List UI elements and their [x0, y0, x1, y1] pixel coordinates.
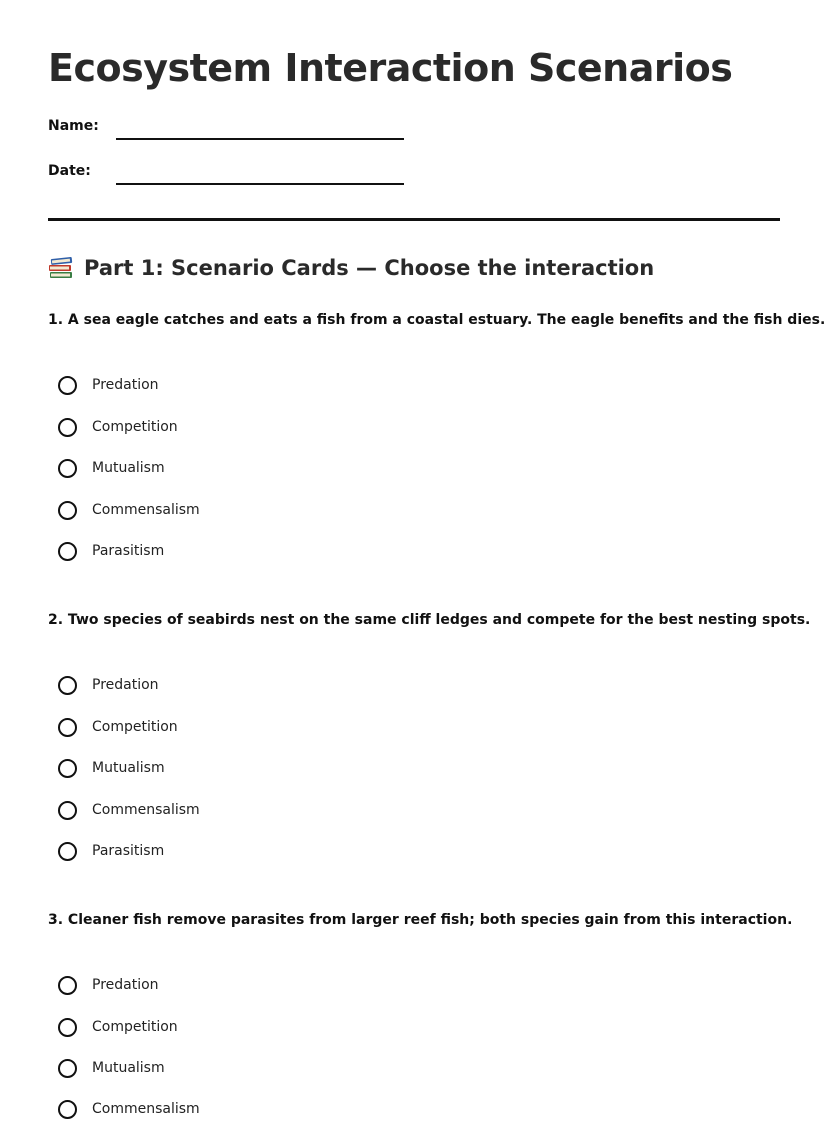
radio-button[interactable]	[58, 976, 77, 995]
radio-button[interactable]	[58, 1059, 77, 1078]
radio-button[interactable]	[58, 542, 77, 561]
radio-button[interactable]	[58, 676, 77, 695]
name-input-line[interactable]	[116, 138, 404, 140]
option-label: Commensalism	[92, 802, 200, 818]
radio-button[interactable]	[58, 501, 77, 520]
option-label: Competition	[92, 419, 178, 435]
option-mutualism[interactable]	[58, 756, 165, 780]
option-commensalism[interactable]	[58, 498, 200, 522]
option-predation[interactable]	[58, 673, 159, 697]
question-text: 2. Two species of seabirds nest on the same cliff ledges and compete for the best nesting spots.	[48, 612, 811, 628]
radio-button[interactable]	[58, 759, 77, 778]
radio-button[interactable]	[58, 459, 77, 478]
option-label: Competition	[92, 719, 178, 735]
option-label: Mutualism	[92, 1060, 165, 1076]
option-label: Mutualism	[92, 760, 165, 776]
option-label: Mutualism	[92, 460, 165, 476]
radio-button[interactable]	[58, 1018, 77, 1037]
question-text: 1. A sea eagle catches and eats a fish from a coastal estuary. The eagle benefits and the fish dies.	[48, 312, 826, 328]
option-commensalism[interactable]	[58, 798, 200, 822]
date-label: Date:	[48, 163, 91, 179]
option-label: Predation	[92, 977, 159, 993]
option-label: Parasitism	[92, 543, 165, 559]
option-label: Commensalism	[92, 502, 200, 518]
name-label: Name:	[48, 118, 99, 134]
question-text: 3. Cleaner fish remove parasites from larger reef fish; both species gain from this interaction.	[48, 912, 793, 928]
radio-button[interactable]	[58, 376, 77, 395]
books-icon	[48, 256, 74, 280]
name-field	[48, 118, 408, 142]
option-parasitism[interactable]	[58, 839, 164, 863]
radio-button[interactable]	[58, 842, 77, 861]
section-heading	[48, 256, 654, 280]
radio-button[interactable]	[58, 1100, 77, 1119]
option-label: Predation	[92, 677, 159, 693]
option-competition[interactable]	[58, 415, 178, 439]
option-commensalism[interactable]	[58, 1097, 200, 1121]
section-heading-text: Part 1: Scenario Cards — Choose the interaction	[84, 256, 655, 280]
option-label: Competition	[92, 1019, 178, 1035]
header-divider	[48, 218, 780, 221]
radio-button[interactable]	[58, 801, 77, 820]
option-label: Parasitism	[92, 843, 165, 859]
option-competition[interactable]	[58, 715, 178, 739]
radio-button[interactable]	[58, 418, 77, 437]
option-mutualism[interactable]	[58, 456, 165, 480]
option-predation[interactable]	[58, 973, 159, 997]
option-label: Commensalism	[92, 1101, 200, 1117]
radio-button[interactable]	[58, 718, 77, 737]
option-mutualism[interactable]	[58, 1056, 165, 1080]
page-title: Ecosystem Interaction Scenarios	[48, 46, 733, 90]
option-label: Predation	[92, 377, 159, 393]
date-field	[48, 163, 408, 187]
option-competition[interactable]	[58, 1015, 178, 1039]
option-predation[interactable]	[58, 373, 159, 397]
date-input-line[interactable]	[116, 183, 404, 185]
option-parasitism[interactable]	[58, 539, 164, 563]
